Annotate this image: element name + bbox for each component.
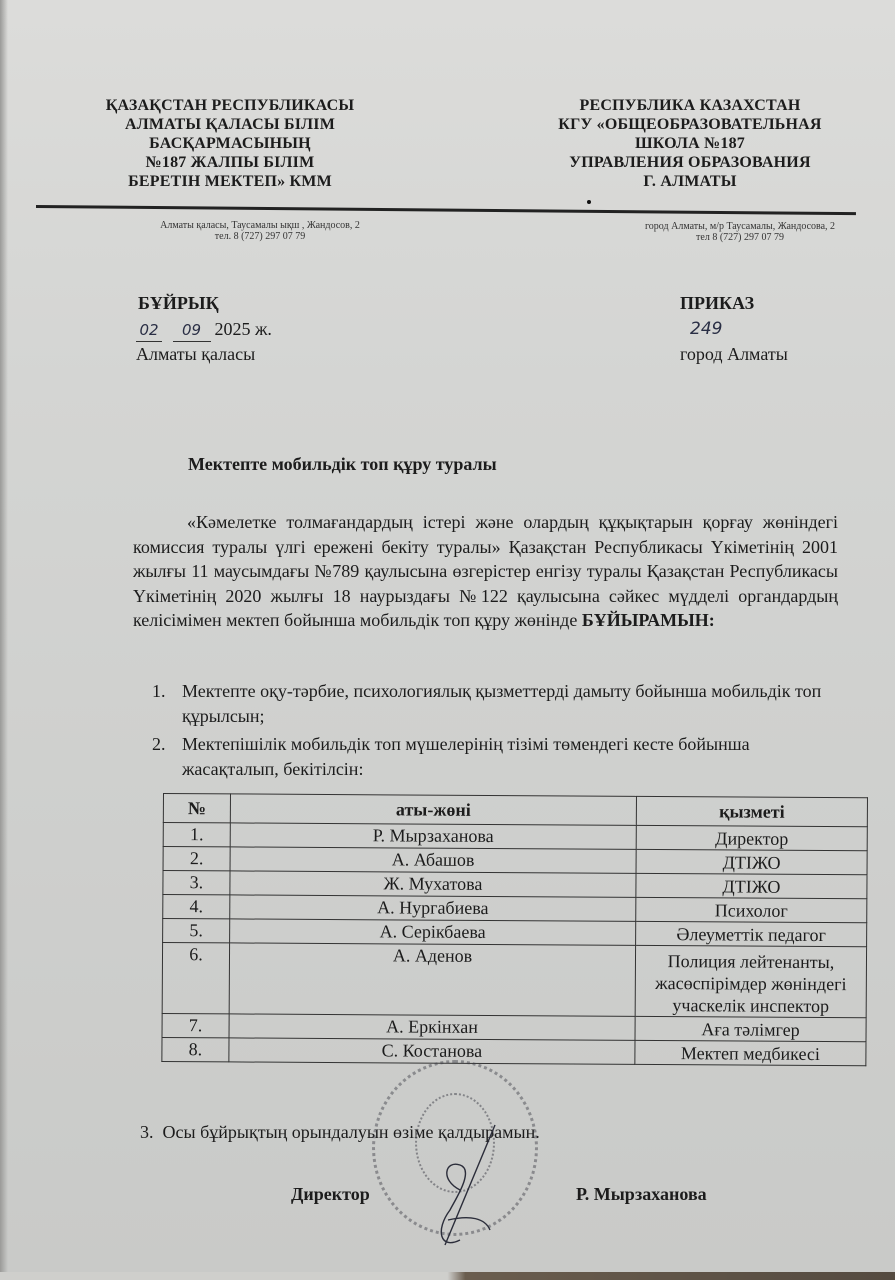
cell-position: ДТІЖО xyxy=(636,873,867,898)
item-number: 1. xyxy=(152,681,166,701)
date-day: 02 xyxy=(136,319,162,342)
list-item xyxy=(152,679,842,728)
item-number: 2. xyxy=(152,734,166,754)
table-row xyxy=(162,1037,866,1065)
address-line: город Алматы, м/р Таусамалы, Жандосова, 2 xyxy=(644,221,836,232)
cell-position: Аға тәлімгер xyxy=(635,1016,866,1041)
cell-name: А. Нургабиева xyxy=(230,895,636,921)
cell-position: Мектеп медбикесі xyxy=(635,1040,866,1065)
address-kazakh xyxy=(150,220,370,242)
cell-position: Психолог xyxy=(636,897,867,922)
preamble-emphasis: БҰЙЫРАМЫН: xyxy=(581,610,715,630)
address-line: Алматы қаласы, Таусамалы ықш , Жандосов, 2 xyxy=(160,220,360,231)
order-number: 249 xyxy=(690,319,723,339)
item-text: Мектепте оқу-тәрбие, психологиялық қызметтерді дамыту бойынша мобильдік топ құрылсын; xyxy=(182,681,822,726)
header-line: ҚАЗАҚСТАН РЕСПУБЛИКАСЫ xyxy=(105,97,355,114)
order-date xyxy=(136,318,272,342)
signature-role: Директор xyxy=(291,1184,370,1204)
table-row xyxy=(162,943,866,1018)
item-text: Осы бұйрықтың орындалуын өзіме қалдырамын. xyxy=(162,1122,540,1142)
header-kazakh xyxy=(75,96,385,191)
cell-name: А. Абашов xyxy=(230,847,636,873)
preamble-text: «Кәмелетке толмағандардың істері және олардың құқықтарын қорғау жөніндегі комиссия туралы үлгі ережені бекіту туралы» Қазақстан Республикасы Үкіметінің 2001 жылғы 11 маусымдағы №789 қаулысына өзгерістер енгізу туралы Қазақстан Республикасы Үкіметінің 2020 жылғы 18 наурыздағы №122 қаулысына сәйкес мүдделі органдардың келісімімен мектеп бойынша мобильдік топ құру жөнінде xyxy=(133,512,838,630)
cell-name: Ж. Мухатова xyxy=(230,871,636,897)
header-line: БАСҚАРМАСЫНЫҢ xyxy=(149,135,311,152)
cell-no: 8. xyxy=(162,1037,229,1061)
cell-position: Полиция лейтенанты, жасөспірімдер жөніндегі учаскелік инспектор xyxy=(635,945,866,1017)
ink-dot xyxy=(587,200,591,204)
list-item xyxy=(152,732,842,781)
cell-no: 3. xyxy=(163,871,230,895)
header-line: ШКОЛА №187 xyxy=(635,135,745,152)
phone-line: тел. 8 (727) 297 07 79 xyxy=(214,231,306,242)
table-header-row xyxy=(163,794,867,827)
cell-no: 1. xyxy=(163,823,230,847)
date-month: 09 xyxy=(173,319,211,342)
item-text: Мектепішілік мобильдік топ мүшелерінің тізімі төмендегі кесте бойынша жасақталып, бекітілсін: xyxy=(182,734,750,779)
cell-no: 2. xyxy=(163,847,230,871)
header-line: РЕСПУБЛИКА КАЗАХСТАН xyxy=(579,97,801,114)
cell-position: ДТІЖО xyxy=(636,849,867,874)
members-table xyxy=(161,793,868,1066)
phone-line: тел 8 (727) 297 07 79 xyxy=(696,232,784,243)
cell-name: А. Еркінхан xyxy=(229,1014,635,1040)
address-russian xyxy=(620,221,860,243)
document-title: Мектепте мобильдік топ құру туралы xyxy=(188,454,497,474)
header-line: №187 ЖАЛПЫ БІЛІМ xyxy=(145,154,315,171)
header-line: АЛМАТЫ ҚАЛАСЫ БІЛІМ xyxy=(124,116,336,133)
cell-no: 4. xyxy=(163,895,230,919)
preamble-paragraph xyxy=(133,510,838,633)
cell-position: Директор xyxy=(636,825,867,850)
signature-icon xyxy=(400,1120,520,1250)
header-line: Г. АЛМАТЫ xyxy=(643,173,737,190)
date-year: 2025 ж. xyxy=(214,319,272,339)
cell-name: С. Костанова xyxy=(229,1038,635,1064)
cell-name: А. Серікбаева xyxy=(230,919,636,945)
table-surface xyxy=(0,1272,895,1280)
header-line: УПРАВЛЕНИЯ ОБРАЗОВАНИЯ xyxy=(569,154,811,171)
city-kazakh: Алматы қаласы xyxy=(136,344,256,364)
signature-name: Р. Мырзаханова xyxy=(576,1184,707,1204)
cell-no: 6. xyxy=(162,943,229,1014)
city-russian: город Алматы xyxy=(680,344,788,364)
header-line: БЕРЕТІН МЕКТЕП» КММ xyxy=(128,173,332,190)
cell-no: 7. xyxy=(162,1013,229,1037)
order-label-kazakh: БҰЙРЫҚ xyxy=(138,293,219,313)
cell-name: А. Аденов xyxy=(229,943,635,1016)
header-russian xyxy=(520,96,860,191)
header-line: КГУ «ОБЩЕОБРАЗОВАТЕЛЬНАЯ xyxy=(558,116,822,133)
cell-no: 5. xyxy=(163,919,230,943)
header-divider xyxy=(36,205,856,215)
order-items xyxy=(152,679,842,781)
header-position: қызметі xyxy=(636,796,867,826)
header-no: № xyxy=(163,794,230,823)
cell-position: Әлеуметтік педагог xyxy=(636,921,867,946)
header-name: аты-жөні xyxy=(230,794,636,825)
item-number: 3. xyxy=(140,1122,154,1142)
order-label-russian: ПРИКАЗ xyxy=(680,293,755,313)
cell-name: Р. Мырзаханова xyxy=(230,823,636,849)
